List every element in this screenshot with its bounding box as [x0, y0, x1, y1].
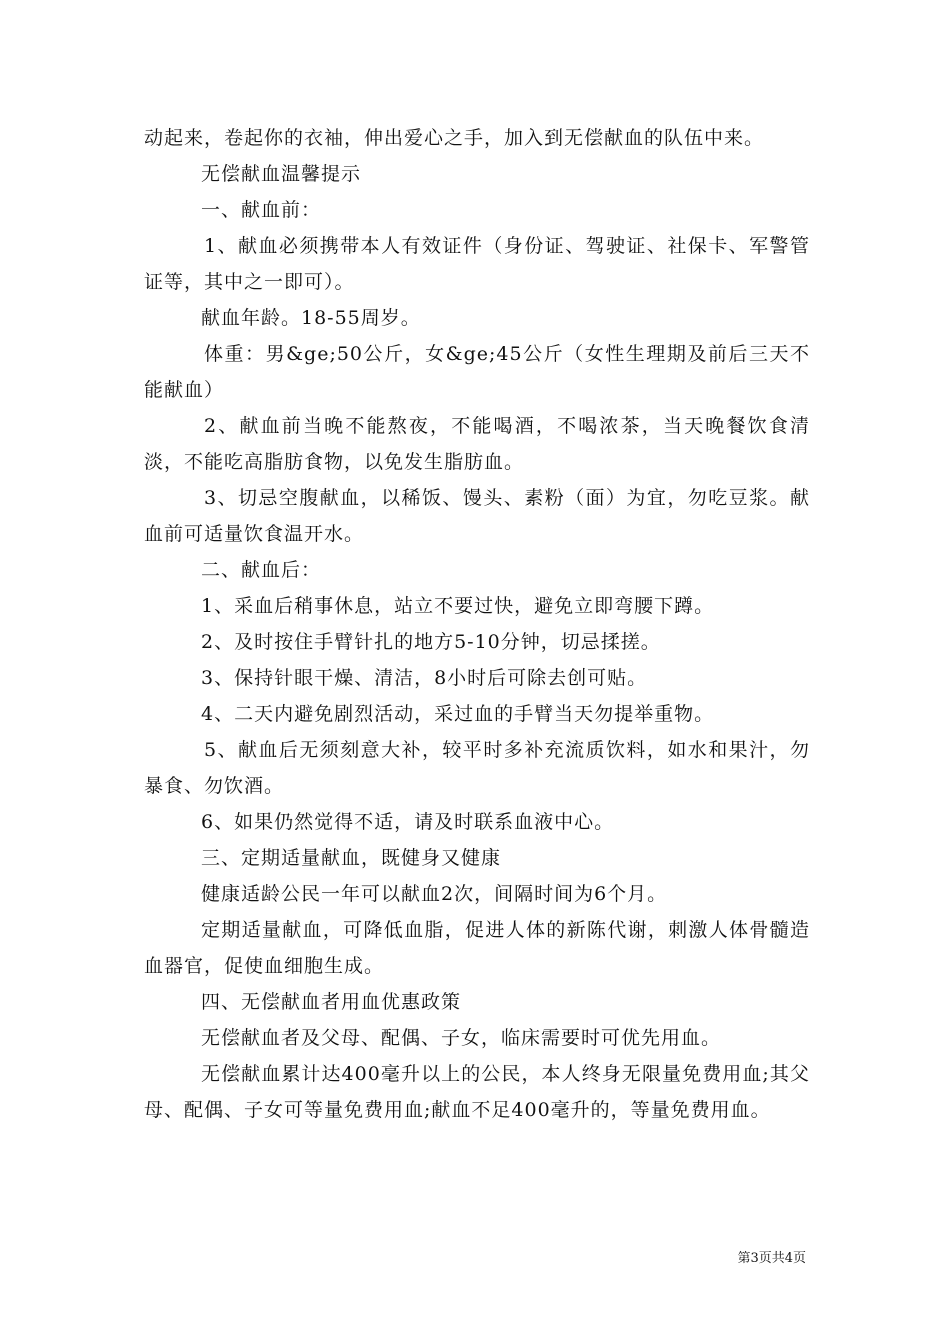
paragraph-press-arm: 2、及时按住手臂针扎的地方5-10分钟，切忌揉搓。 — [201, 631, 661, 653]
paragraph-weight: 体重：男&ge;50公斤，女&ge;45公斤（女性生理期及前后三天不能献血） — [144, 343, 810, 401]
heading-after-donation: 二、献血后： — [201, 559, 322, 581]
paragraph-avoid-activity: 4、二天内避免剧烈活动，采过血的手臂当天勿提举重物。 — [201, 703, 715, 725]
document-body — [144, 120, 810, 1128]
paragraph-id-requirement: 1、献血必须携带本人有效证件（身份证、驾驶证、社保卡、军警管证等，其中之一即可）。 — [144, 235, 810, 293]
paragraph-frequency: 健康适龄公民一年可以献血2次，间隔时间为6个月。 — [201, 883, 668, 905]
paragraph-benefits: 定期适量献血，可降低血脂，促进人体的新陈代谢，刺激人体骨髓造血器官，促使血细胞生成。 — [144, 919, 810, 977]
paragraph-night-before: 2、献血前当晚不能熬夜，不能喝酒，不喝浓茶，当天晚餐饮食清淡，不能吃高脂肪食物，以免发生脂肪血。 — [144, 415, 810, 473]
heading-regular-donation: 三、定期适量献血，既健身又健康 — [201, 847, 502, 869]
paragraph-priority-use: 无偿献血者及父母、配偶、子女，临床需要时可优先用血。 — [201, 1027, 722, 1049]
heading-before-donation: 一、献血前： — [201, 199, 322, 221]
paragraph-age: 献血年龄。18-55周岁。 — [201, 307, 421, 329]
paragraph-contact-center: 6、如果仍然觉得不适，请及时联系血液中心。 — [201, 811, 615, 833]
page-number-footer: 第3页共4页 — [737, 1251, 806, 1266]
heading-preferential-policy: 四、无偿献血者用血优惠政策 — [201, 991, 462, 1013]
section-title-tips: 无偿献血温馨提示 — [201, 163, 362, 185]
paragraph-keep-dry: 3、保持针眼干燥、清洁，8小时后可除去创可贴。 — [201, 667, 648, 689]
paragraph-rest: 1、采血后稍事休息，站立不要过快，避免立即弯腰下蹲。 — [201, 595, 715, 617]
paragraph-no-empty-stomach: 3、切忌空腹献血，以稀饭、馒头、素粉（面）为宜，勿吃豆浆。献血前可适量饮食温开水。 — [144, 487, 810, 545]
paragraph-diet-after: 5、献血后无须刻意大补，较平时多补充流质饮料，如水和果汁，勿暴食、勿饮酒。 — [144, 739, 810, 797]
paragraph-free-blood: 无偿献血累计达400毫升以上的公民，本人终身无限量免费用血;其父母、配偶、子女可等量免费用血;献血不足400毫升的，等量免费用血。 — [144, 1063, 810, 1121]
paragraph-continuation: 动起来，卷起你的衣袖，伸出爱心之手，加入到无偿献血的队伍中来。 — [144, 127, 765, 149]
